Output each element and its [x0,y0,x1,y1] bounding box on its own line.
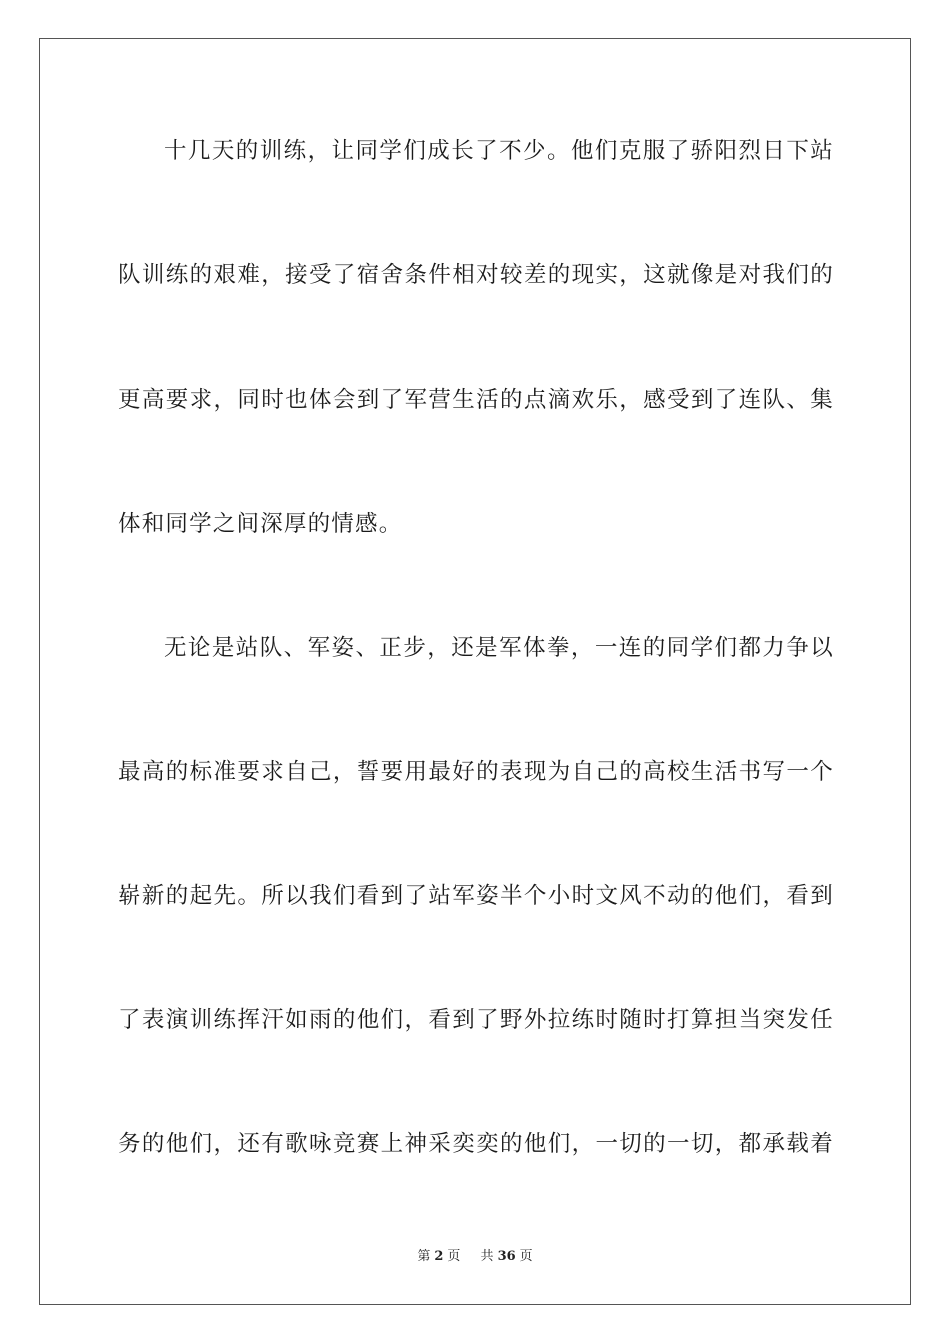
paragraph-2-line-5: 务的他们，还有歌咏竞赛上神采奕奕的他们，一切的一切，都承载着 [118,1131,834,1157]
page-prefix: 第 [417,1249,431,1264]
page-indicator [413,1249,464,1264]
page-number: 2 [434,1249,444,1264]
paragraph-2-line-2: 最高的标准要求自己，誓要用最好的表现为自己的高校生活书写一个 [118,759,834,785]
total-prefix: 共 [480,1249,494,1264]
paragraph-1-line-4: 体和同学之间深厚的情感。 [118,511,403,537]
paragraph-1-line-3: 更高要求，同时也体会到了军营生活的点滴欢乐，感受到了连队、集 [118,387,834,413]
paragraph-1-line-2: 队训练的艰难，接受了宿舍条件相对较差的现实，这就像是对我们的 [118,262,834,288]
page-suffix: 页 [447,1249,461,1264]
paragraph-2-line-3: 崭新的起先。所以我们看到了站军姿半个小时文风不动的他们，看到 [118,883,834,909]
paragraph-2-line-4: 了表演训练挥汗如雨的他们，看到了野外拉练时随时打算担当突发任 [118,1007,834,1033]
page-border [39,38,911,1305]
paragraph-2-line-1: 无论是站队、军姿、正步，还是军体拳，一连的同学们都力争以 [164,635,834,661]
total-pages: 36 [497,1249,516,1264]
total-suffix: 页 [519,1249,533,1264]
total-indicator [477,1249,537,1264]
page-footer [0,1248,950,1266]
paragraph-1-line-1: 十几天的训练，让同学们成长了不少。他们克服了骄阳烈日下站 [164,138,834,164]
